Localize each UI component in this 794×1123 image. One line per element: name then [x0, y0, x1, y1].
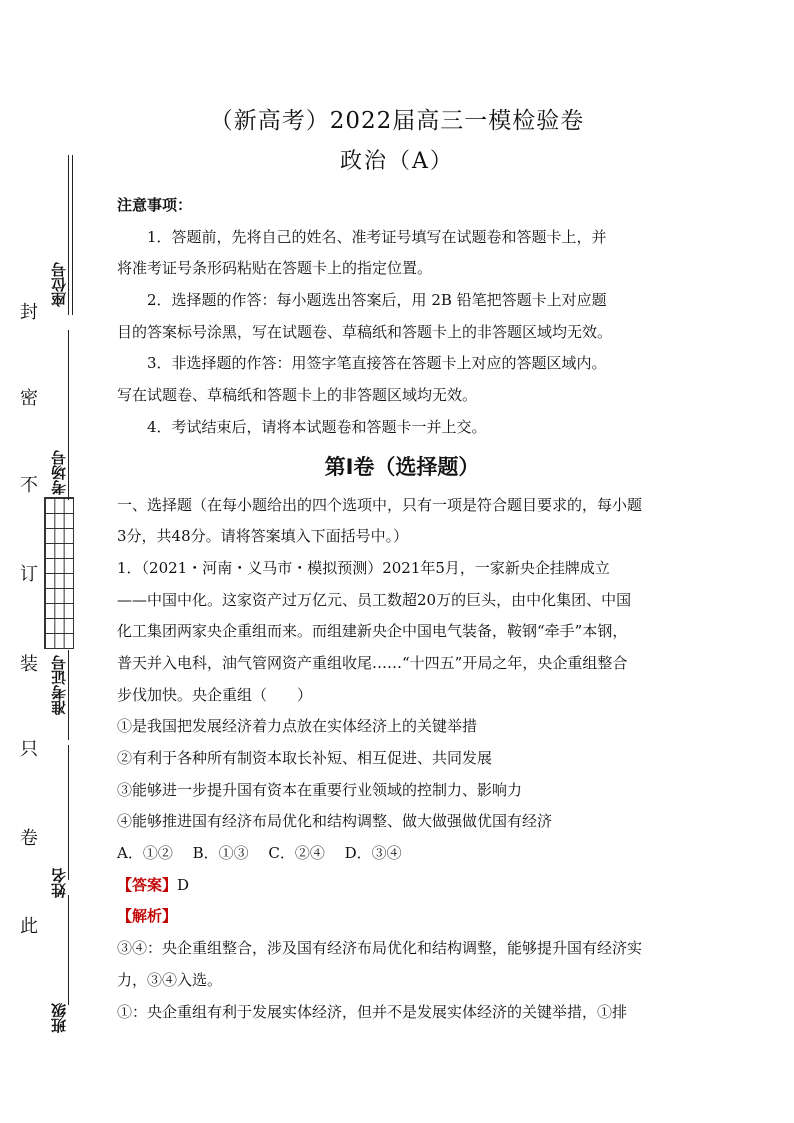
field-label-class: 班级 — [50, 1003, 68, 1033]
analysis-line: 力，③④入选。 — [117, 970, 223, 989]
notice-line: 2．选择题的作答：每小题选出答案后，用 2B 铅笔把答题卡上对应题 — [147, 291, 607, 310]
notice-line: 目的答案标号涂黑，写在试题卷、草稿纸和答题卡上的非答题区域均无效。 — [117, 322, 613, 341]
seal-char: 装 — [20, 654, 38, 675]
notice-line: 写在试题卷、草稿纸和答题卡上的非答题区域均无效。 — [117, 386, 478, 405]
seal-char: 密 — [20, 388, 38, 409]
question-stem-line: ——中国中化。这家资产过万亿元、员工数超20万的巨头，由中化集团、中国 — [117, 590, 632, 609]
candidate-number-grid — [44, 497, 74, 649]
section-title: 第Ⅰ卷（选择题） — [324, 454, 480, 479]
answer-label: 【答案】 — [117, 875, 178, 894]
question-stem-line: 步伐加快。央企重组（ ） — [117, 685, 313, 704]
seal-char: 卷 — [20, 828, 38, 849]
field-label-ticket-number: 准考证号 — [50, 655, 68, 715]
notice-line: 1．答题前，先将自己的姓名、准考证号填写在试题卷和答题卡上，并 — [147, 227, 607, 246]
answer-choices: A．①② B．①③ C．②④ D．③④ — [117, 844, 402, 863]
field-underline — [68, 895, 69, 1005]
field-underline — [72, 155, 73, 315]
question-stem-line: 普天并入电科，油气管网资产重组收尾……“十四五”开局之年，央企重组整合 — [117, 653, 628, 672]
seal-char: 此 — [20, 916, 38, 937]
instruction-line: 3分，共48分。请将答案填入下面括号中。） — [117, 527, 409, 546]
answer-row — [117, 870, 687, 902]
seal-char: 封 — [20, 302, 38, 323]
instruction-line: 一、选择题（在每小题给出的四个选项中，只有一项是符合题目要求的，每小题 — [117, 495, 643, 514]
page-title: （新高考）2022届高三一模检验卷 — [209, 108, 585, 134]
analysis-line: ①：央企重组有利于发展实体经济，但并不是发展实体经济的关键举措，①排 — [117, 1002, 628, 1021]
notice-heading: 注意事项： — [117, 196, 193, 214]
analysis-line: ③④：央企重组整合，涉及国有经济布局优化和结构调整，能够提升国有经济实 — [117, 939, 643, 958]
answer-value: D — [177, 875, 190, 894]
question-stem-line: 化工集团两家央企重组而来。而组建新央企中国电气装备，鞍钢“牵手”本钢， — [117, 622, 628, 641]
notice-line: 4．考试结束后，请将本试题卷和答题卡一并上交。 — [147, 417, 487, 436]
field-label-seat: 座位号 — [50, 262, 68, 307]
field-underline — [68, 745, 69, 880]
seal-char: 订 — [20, 564, 38, 585]
question-option: ④能够推进国有经济布局优化和结构调整、做大做强做优国有经济 — [117, 812, 553, 831]
question-option: ②有利于各种所有制资本取长补短、相互促进、共同发展 — [117, 749, 493, 767]
seal-char: 只 — [20, 739, 38, 760]
notice-line: 将准考证号条形码粘贴在答题卡上的指定位置。 — [117, 259, 433, 278]
page-subtitle: 政治（A） — [340, 149, 454, 174]
question-option: ③能够进一步提升国有资本在重要行业领域的控制力、影响力 — [117, 780, 523, 799]
field-label-name: 姓名 — [50, 868, 68, 898]
seal-char: 不 — [20, 475, 38, 496]
analysis-label: 【解析】 — [117, 907, 178, 926]
notice-line: 3．非选择题的作答：用签字笔直接答在答题卡上对应的答题区域内。 — [147, 354, 607, 373]
document-body — [117, 190, 687, 1028]
field-label-exam-room: 考场号 — [50, 450, 68, 495]
question-stem-line: 1．（2021・河南・义马市・模拟预测）2021年5月，一家新央企挂牌成立 — [117, 558, 610, 577]
question-option: ①是我国把发展经济着力点放在实体经济上的关键举措 — [117, 717, 478, 736]
